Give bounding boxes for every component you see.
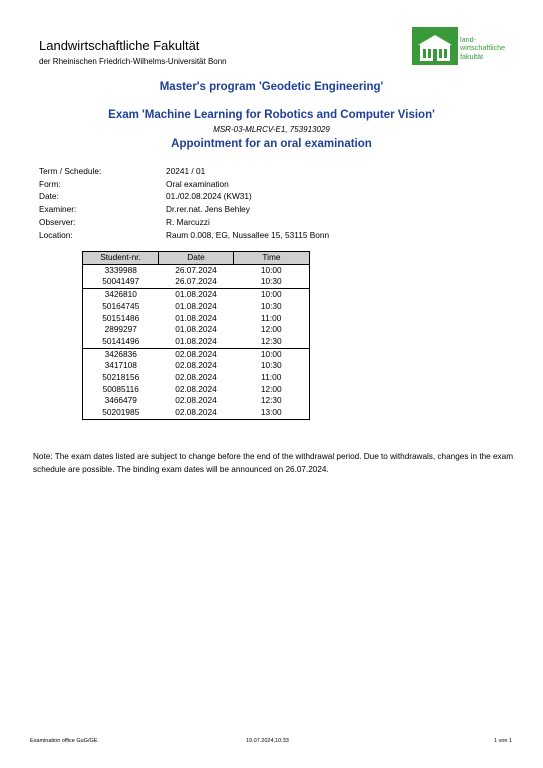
date-cell: 01.08.2024 [175, 300, 217, 311]
student-nr-cell: 50218156 [102, 372, 140, 383]
table-row [83, 372, 310, 384]
time-cell: 12:30 [234, 336, 310, 348]
date-cell: 02.08.2024 [175, 348, 217, 359]
info-value: Raum 0.008, EG, Nussallee 15, 53115 Bonn [166, 229, 330, 240]
logo-line-1: land- [460, 35, 476, 44]
schedule-table [82, 251, 310, 420]
time-cell: 12:00 [260, 383, 282, 394]
date-cell: 26.07.2024 [175, 264, 217, 275]
date-cell: 02.08.2024 [175, 372, 217, 383]
student-nr-cell: 50141496 [83, 336, 159, 348]
student-nr-cell: 50085116 [102, 383, 139, 394]
info-label: Location: [39, 229, 73, 240]
table-row [83, 348, 310, 360]
info-row-form [39, 179, 459, 192]
exam-code: MSR-03-MLRCV-E1, 753913029 [213, 125, 330, 134]
schedule-header-row [83, 252, 310, 265]
table-row [83, 313, 310, 325]
info-label: Term / Schedule: [39, 166, 102, 176]
table-row [83, 336, 310, 348]
student-nr-cell: 3417108 [104, 360, 137, 371]
date-cell: 01.08.2024 [175, 324, 217, 335]
faculty-logo-text [460, 36, 505, 61]
date-cell: 01.08.2024 [175, 312, 217, 323]
info-label: Examiner: [39, 204, 77, 215]
exam-title: Exam 'Machine Learning for Robotics and Computer Vision' [108, 109, 435, 121]
time-cell: 10:30 [260, 360, 282, 371]
table-row [83, 289, 310, 301]
info-value: Oral examination [166, 178, 229, 189]
info-value: Dr.rer.nat. Jens Behley [166, 204, 250, 215]
info-row-observer [39, 217, 459, 230]
table-row [83, 384, 310, 396]
student-nr-cell: 3466479 [104, 395, 137, 406]
info-value: R. Marcuzzi [166, 216, 210, 227]
date-cell: 02.08.2024 [159, 407, 234, 419]
info-value: 01./02.08.2024 (KW31) [166, 191, 252, 202]
date-cell: 01.08.2024 [159, 336, 234, 348]
info-row-date [39, 191, 459, 204]
appointment-title: Appointment for an oral examination [171, 138, 372, 150]
time-cell: 12:00 [260, 324, 282, 335]
time-cell: 10:30 [260, 300, 282, 311]
student-nr-cell: 2899297 [104, 324, 137, 335]
logo-line-2: wirtschaftliche [460, 43, 506, 53]
student-nr-cell: 50201985 [83, 407, 159, 419]
faculty-title: Landwirtschaftliche Fakultät [39, 38, 200, 53]
time-cell: 11:00 [261, 312, 282, 323]
schedule-note: Note: The exam dates listed are subject to change before the end of the withdrawal period. Due to withdrawals, changes in the exam schedule are possible. The binding exam dates will be announced on 26.07.2024. [33, 452, 514, 474]
student-nr-cell: 50151486 [102, 312, 140, 323]
footer-office: Examination office GuG/GE [30, 738, 98, 744]
column-header-time: Time [234, 252, 310, 265]
info-row-term [39, 166, 459, 179]
info-label: Observer: [39, 216, 76, 227]
column-header-student-nr: Student-nr. [83, 252, 159, 265]
student-nr-cell: 50041497 [83, 276, 159, 288]
student-nr-cell: 3426836 [104, 348, 137, 359]
time-cell: 12:30 [260, 395, 282, 406]
student-nr-cell: 3426810 [104, 289, 137, 300]
info-row-examiner [39, 204, 459, 217]
date-cell: 02.08.2024 [175, 360, 217, 371]
info-label: Date: [39, 191, 59, 202]
faculty-logo [412, 25, 512, 67]
time-cell: 10:30 [234, 276, 310, 288]
program-title: Master's program 'Geodetic Engineering' [159, 81, 384, 93]
time-cell: 13:00 [234, 407, 310, 419]
info-row-location [39, 230, 459, 243]
date-cell: 01.08.2024 [175, 289, 217, 300]
faculty-logo-mark [412, 27, 458, 65]
footer-timestamp: 19.07.2024,10:33 [246, 738, 289, 744]
table-row [83, 301, 310, 313]
table-row [83, 395, 310, 407]
table-row [83, 264, 310, 276]
student-nr-cell: 3339988 [104, 264, 137, 275]
time-cell: 11:00 [261, 372, 282, 383]
info-value: 20241 / 01 [166, 166, 206, 176]
date-cell: 02.08.2024 [175, 383, 217, 394]
info-label: Form: [39, 178, 61, 189]
logo-line-3: fakultät [460, 51, 484, 61]
student-nr-cell: 50164745 [102, 300, 140, 311]
faculty-subtitle: der Rheinischen Friedrich-Wilhelms-Universität Bonn [39, 57, 227, 66]
time-cell: 10:00 [260, 348, 282, 359]
date-cell: 02.08.2024 [175, 395, 217, 406]
footer-page-number: 1 von 1 [494, 738, 513, 744]
table-row [83, 324, 310, 336]
column-header-date: Date [159, 252, 234, 265]
time-cell: 10:00 [260, 289, 282, 300]
date-cell: 26.07.2024 [159, 276, 234, 288]
table-row [83, 360, 310, 372]
table-row [83, 407, 310, 419]
table-row [83, 276, 310, 288]
time-cell: 10:00 [260, 264, 282, 275]
